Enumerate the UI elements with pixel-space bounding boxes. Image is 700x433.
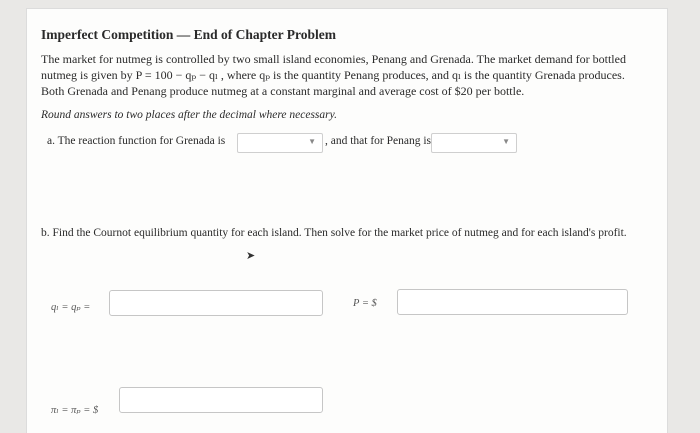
problem-line-3: Both Grenada and Penang produce nutmeg at a constant marginal and average cost of $20 per bottle. bbox=[41, 84, 525, 98]
quantity-label: qₗ = qₚ = bbox=[51, 302, 91, 313]
part-b-text: b. Find the Cournot equilibrium quantity for each island. Then solve for the market price of nutmeg and for each island's profit. bbox=[41, 227, 627, 239]
problem-line-2: nutmeg is given by P = 100 − qₚ − qₗ , where qₚ is the quantity Penang produces, and qₗ is the quantity Grenada produces. bbox=[41, 68, 625, 82]
profit-label: πₗ = πₚ = $ bbox=[51, 405, 99, 416]
price-input[interactable] bbox=[397, 289, 628, 315]
page-title: Imperfect Competition — End of Chapter Problem bbox=[41, 27, 336, 42]
price-label: P = $ bbox=[353, 298, 377, 309]
problem-statement bbox=[41, 51, 656, 99]
rounding-note: Round answers to two places after the decimal where necessary. bbox=[41, 109, 337, 121]
mouse-cursor-icon: ➤ bbox=[246, 250, 256, 262]
grenada-reaction-dropdown[interactable] bbox=[237, 133, 323, 153]
chevron-down-icon: ▼ bbox=[308, 137, 316, 146]
part-a-text-1: a. The reaction function for Grenada is bbox=[47, 135, 226, 147]
penang-reaction-dropdown[interactable] bbox=[431, 133, 517, 153]
quantity-input[interactable] bbox=[109, 290, 323, 316]
problem-line-1: The market for nutmeg is controlled by two small island economies, Penang and Grenada. The market demand for bottled bbox=[41, 52, 626, 66]
question-card bbox=[26, 8, 668, 433]
chevron-down-icon: ▼ bbox=[502, 137, 510, 146]
part-a-text-2: , and that for Penang is bbox=[325, 135, 432, 147]
profit-input[interactable] bbox=[119, 387, 323, 413]
